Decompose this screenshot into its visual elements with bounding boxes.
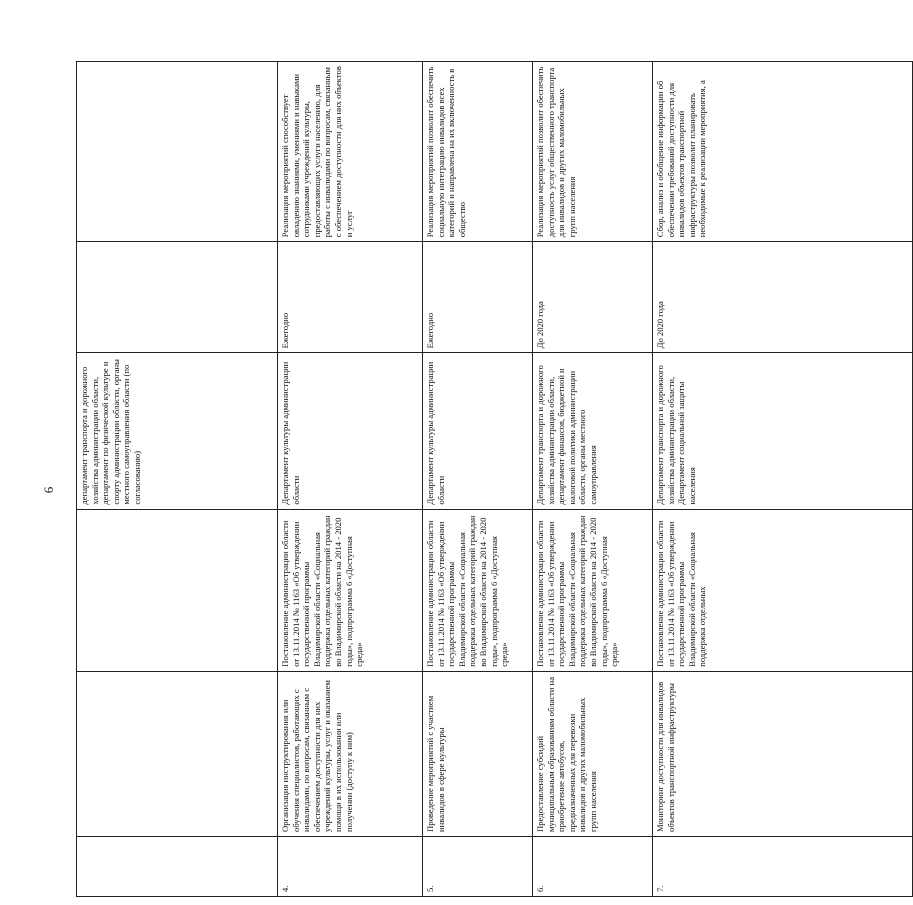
- table-row-continued: [77, 62, 278, 897]
- cell-result: Сбор, анализ и обобщение информации об обеспечении требований доступности для инвалидов объектов транспортной инфраструктуры позволит планировать необходимые к реализации мероприятия, а: [653, 62, 913, 242]
- cell-executor: Департамент транспорта и дорожного хозяйства администрации области, Департамент социальной защиты населения: [653, 353, 913, 509]
- cell-number: 6.: [533, 836, 653, 896]
- table-row-7: [653, 62, 913, 897]
- cell-basis: Постановление администрации области от 13.11.2014 № 1163 «Об утверждении государственной программы Владимирской области «Социальная поддержка отдельных категорий граждан во Владимирской области на 2014 - 2020 годы», подпрограмма 6 «Доступная среда»: [533, 509, 653, 671]
- cell-number: 7.: [653, 836, 913, 896]
- cell-executor: Департамент транспорта и дорожного хозяйства администрации области, департамент финансов, бюджетной и налоговой политики администрации области, органы местного самоуправления: [533, 353, 653, 509]
- cell-deadline: До 2020 года: [653, 242, 913, 353]
- cell-basis: Постановление администрации области от 13.11.2014 № 1163 «Об утверждении государственной программы Владимирской области «Социальная поддержка отдельных: [653, 509, 913, 671]
- cell-deadline: До 2020 года: [533, 242, 653, 353]
- page-number: 6: [41, 486, 56, 494]
- cell-result: Реализация мероприятий способствует овладению знаниями, умениями и навыками сотрудниками учреждений культуры, предоставляющих услуги населению, для работы с инвалидами по вопросам, связанным с обеспечением доступности для них объектов и услуг: [278, 62, 423, 242]
- measures-table: [76, 61, 913, 897]
- cell-basis: [77, 509, 278, 671]
- cell-result: Реализация мероприятий позволит обеспечить доступность услуг общественного транспорта для инвалидов и других маломобильных групп населения: [533, 62, 653, 242]
- measures-table-wrapper: [76, 61, 708, 897]
- cell-event: [77, 671, 278, 836]
- cell-number: [77, 836, 278, 896]
- cell-result: Реализация мероприятий позволит обеспечить социальную интеграцию инвалидов всех категорий и направлена на их включенность в общество: [423, 62, 533, 242]
- cell-event: Предоставление субсидий муниципальным образованиям области на приобретение автобусов, предназначенных для перевозки инвалидов и других маломобильных групп населения: [533, 671, 653, 836]
- cell-event: Организация инструктирования или обучения специалистов, работающих с инвалидами, по вопросам, связанным с обеспечением доступности для них учреждений культуры, услуг и оказанием помощи в их использовании или получении (доступу к ним): [278, 671, 423, 836]
- cell-number: 4.: [278, 836, 423, 896]
- cell-event: Мониторинг доступности для инвалидов объектов транспортной инфраструктуры: [653, 671, 913, 836]
- table-row-4: [278, 62, 423, 897]
- cell-executor: Департамент культуры администрации области: [423, 353, 533, 509]
- cell-basis: Постановление администрации области от 13.11.2014 № 1163 «Об утверждении государственной программы Владимирской области «Социальная поддержка отдельных категорий граждан во Владимирской области на 2014 - 2020 годы», подпрограмма 6 «Доступная среда»: [278, 509, 423, 671]
- cell-basis: Постановление администрации области от 13.11.2014 № 1163 «Об утверждении государственной программы Владимирской области «Социальная поддержка отдельных категорий граждан во Владимирской области на 2014 - 2020 годы», подпрограмма 6 «Доступная среда»: [423, 509, 533, 671]
- cell-executor: Департамент культуры администрации области: [278, 353, 423, 509]
- cell-number: 5.: [423, 836, 533, 896]
- cell-deadline: [77, 242, 278, 353]
- cell-executor: департамент транспорта и дорожного хозяйства администрации области, департамент по физической культуре и спорту администрации области, органы местного самоуправления области (по согласованию): [77, 353, 278, 509]
- table-row-6: [533, 62, 653, 897]
- table-row-5: [423, 62, 533, 897]
- cell-deadline: Ежегодно: [423, 242, 533, 353]
- cell-event: Проведение мероприятий с участием инвалидов в сфере культуры: [423, 671, 533, 836]
- cell-deadline: Ежегодно: [278, 242, 423, 353]
- cell-result: [77, 62, 278, 242]
